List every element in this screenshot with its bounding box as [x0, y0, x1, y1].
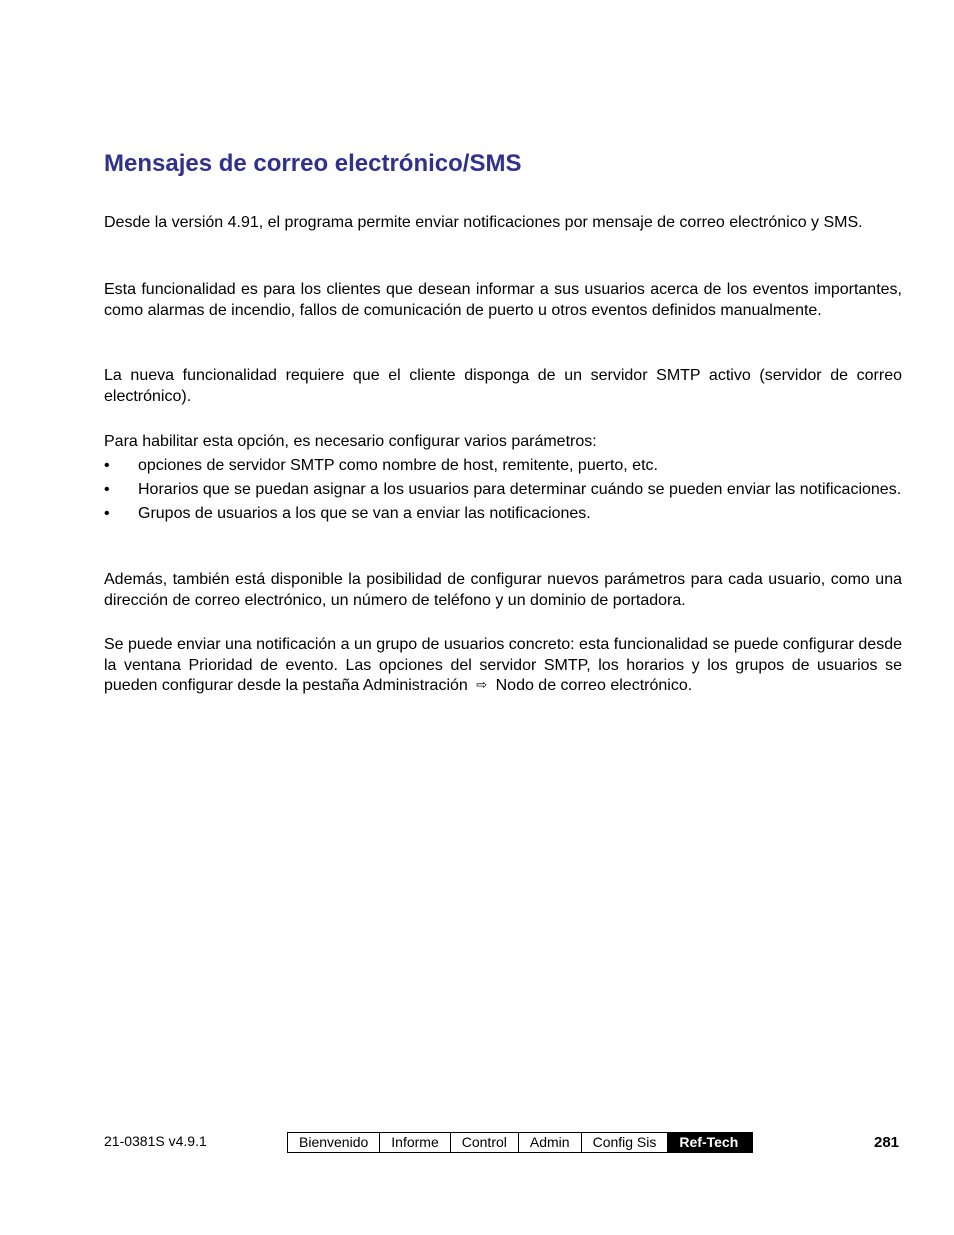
purpose-paragraph: Esta funcionalidad es para los clientes que desean informar a sus usuarios acerca de los eventos importantes, como alarmas de incendio, fallos de comunicación de puerto u otros eventos definidos manualmente. — [104, 281, 902, 319]
nav-tab-admin[interactable]: Admin — [519, 1133, 582, 1152]
list-item-text: Horarios que se puedan asignar a los usuarios para determinar cuándo se pueden enviar las notificaciones. — [138, 481, 902, 498]
document-id: 21-0381S v4.9.1 — [104, 1133, 207, 1149]
parameter-list — [104, 456, 902, 525]
bullet-icon: • — [104, 457, 110, 474]
page-title: Mensajes de correo electrónico/SMS — [104, 150, 522, 177]
nav-tab-bienvenido[interactable]: Bienvenido — [288, 1133, 380, 1152]
list-item — [104, 504, 902, 525]
page-number: 281 — [874, 1134, 900, 1151]
requirements-paragraph: La nueva funcionalidad requiere que el cliente disponga de un servidor SMTP activo (servidor de correo electrónico). — [104, 367, 902, 405]
list-item — [104, 456, 902, 477]
nav-tab-informe[interactable]: Informe — [380, 1133, 450, 1152]
intro-paragraph: Desde la versión 4.91, el programa permite enviar notificaciones por mensaje de correo electrónico y SMS. — [104, 214, 863, 231]
notification-text: Se puede enviar una notificación a un grupo de usuarios concreto: esta funcionalidad se puede configurar desde la ventana Prioridad de evento. Las opciones del servidor SMTP, los horarios y los grupos de usuarios se pueden configurar desde la pestaña Administración — [104, 636, 902, 694]
nav-tab-control[interactable]: Control — [451, 1133, 519, 1152]
nav-tab-config-sis[interactable]: Config Sis — [582, 1133, 669, 1152]
user-parameters-paragraph: Además, también está disponible la posibilidad de configurar nuevos parámetros para cada usuario, como una dirección de correo electrónico, un número de teléfono y un dominio de portadora. — [104, 571, 902, 609]
arrow-right-icon: ⇨ — [476, 677, 488, 692]
bullet-icon: • — [104, 481, 110, 498]
list-item — [104, 480, 902, 501]
configuration-section — [104, 432, 902, 528]
list-item-text: opciones de servidor SMTP como nombre de host, remitente, puerto, etc. — [138, 457, 658, 474]
node-reference: Nodo de correo electrónico. — [495, 677, 693, 694]
nav-tab-ref-tech[interactable]: Ref-Tech — [668, 1133, 752, 1152]
configuration-intro: Para habilitar esta opción, es necesario configurar varios parámetros: — [104, 433, 597, 450]
list-item-text: Grupos de usuarios a los que se van a enviar las notificaciones. — [138, 505, 591, 522]
notification-paragraph — [104, 635, 902, 697]
footer-nav — [287, 1132, 753, 1153]
bullet-icon: • — [104, 505, 110, 522]
